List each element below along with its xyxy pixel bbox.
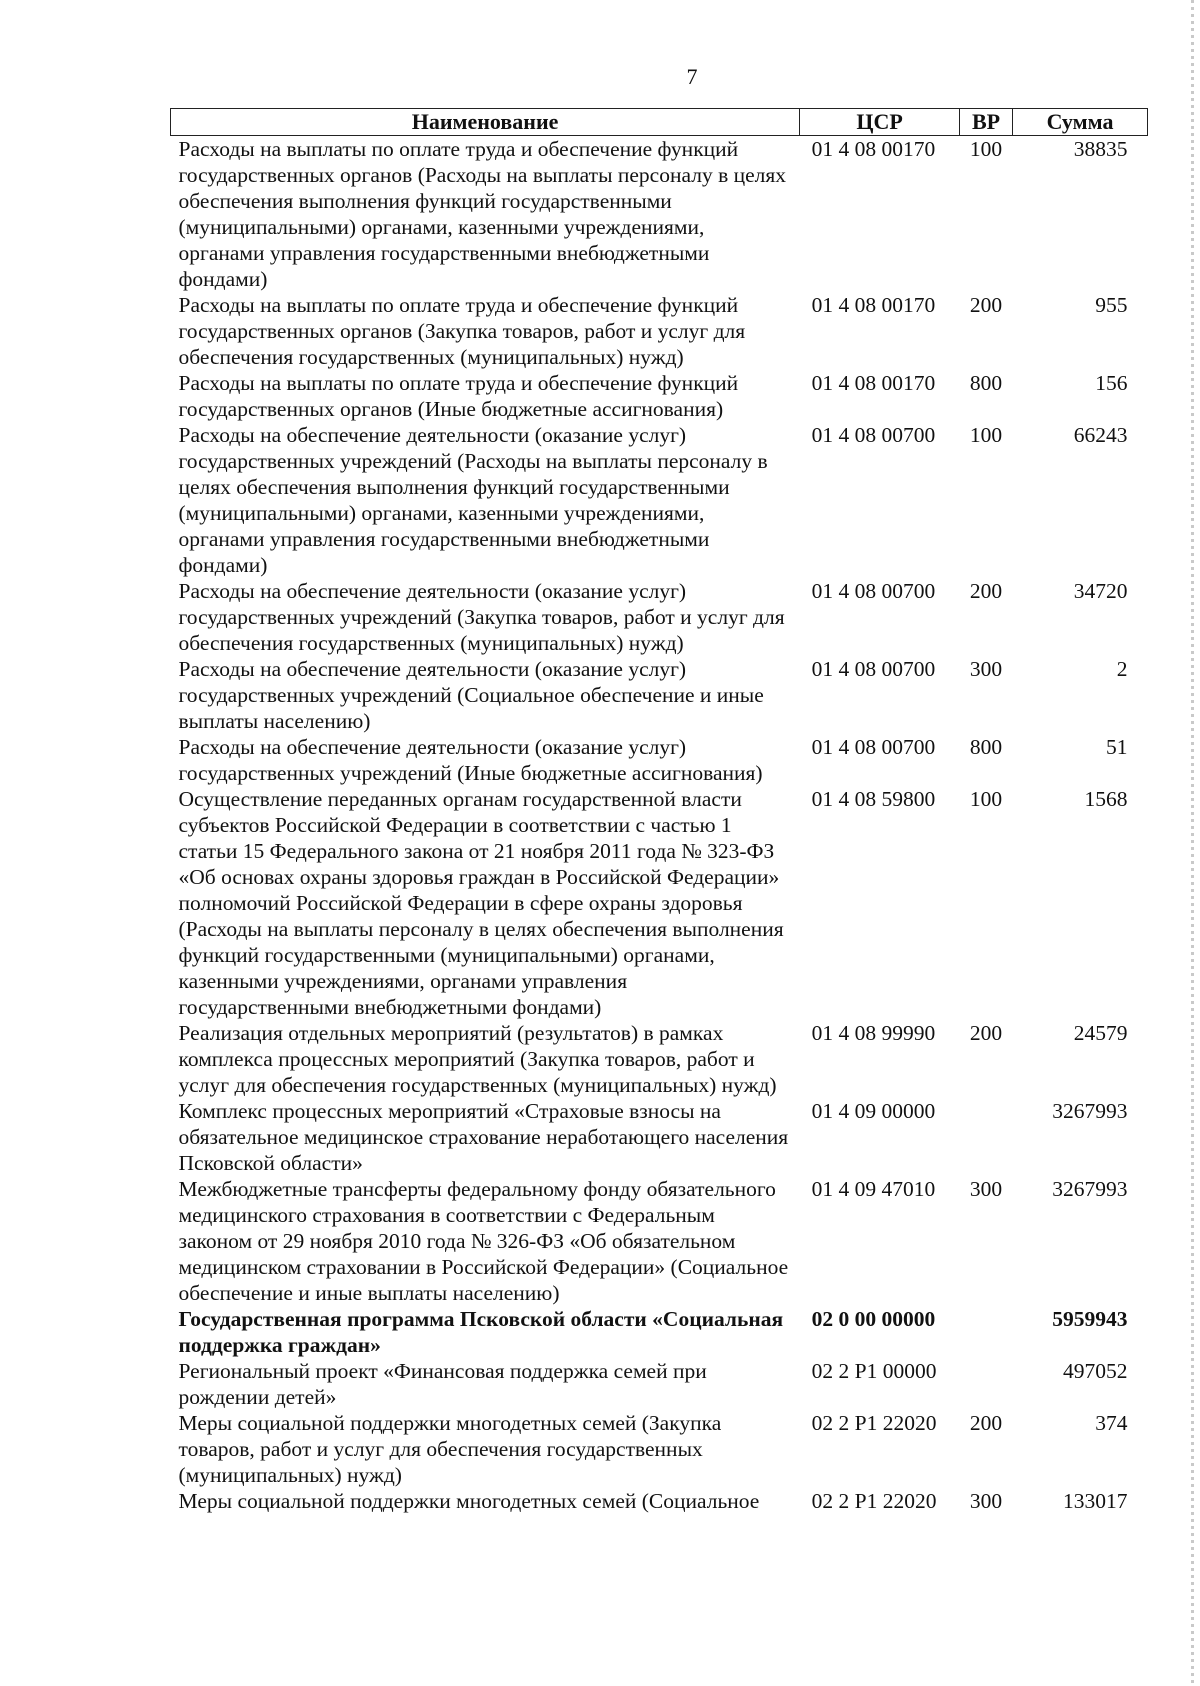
row-csr: 01 4 09 47010	[811, 1177, 936, 1201]
row-vr: 200	[969, 293, 1003, 317]
scan-edge-stripe	[1191, 0, 1194, 1686]
table-row	[171, 1358, 1148, 1410]
row-name: Осуществление переданных органам государственной власти субъектов Российской Федерации в соответствии с частью 1 статьи 15 Федерального закона от 21 ноября 2011 года № 323-ФЗ «Об основах охраны здоровья граждан в Российской Федерации» полномочий Российской Федерации в сфере охраны здоровья (Расходы на выплаты персоналу в целях обеспечения выполнения функций государственными (муниципальными) органами, казенными учреждениями, органами управления государственными внебюджетными фондами)	[178, 787, 784, 1019]
row-name: Региональный проект «Финансовая поддержка семей при рождении детей»	[178, 1359, 707, 1409]
row-sum: 1568	[1084, 787, 1128, 811]
header-csr: ЦСР	[800, 109, 960, 136]
row-name: Расходы на обеспечение деятельности (оказание услуг) государственных учреждений (Закупка товаров, работ и услуг для обеспечения государственных (муниципальных) нужд)	[178, 579, 785, 655]
row-vr: 300	[969, 1489, 1003, 1513]
row-vr: 300	[969, 657, 1003, 681]
page-number: 7	[686, 64, 698, 89]
table-row	[171, 578, 1148, 656]
row-vr: 800	[969, 735, 1003, 759]
row-sum: 2	[1116, 657, 1128, 681]
row-sum: 34720	[1073, 579, 1128, 603]
table-row	[171, 370, 1148, 422]
row-sum: 497052	[1063, 1359, 1128, 1383]
header-name: Наименование	[171, 109, 800, 136]
row-sum: 133017	[1063, 1489, 1128, 1513]
row-sum: 66243	[1073, 423, 1128, 447]
row-sum: 955	[1095, 293, 1128, 317]
table-header-row	[171, 109, 1148, 136]
row-vr: 200	[969, 579, 1003, 603]
table-row	[171, 1488, 1148, 1514]
table-row	[171, 1020, 1148, 1098]
table-row	[171, 292, 1148, 370]
row-sum: 5959943	[1052, 1307, 1128, 1331]
row-name: Расходы на выплаты по оплате труда и обеспечение функций государственных органов (Закупка товаров, работ и услуг для обеспечения государственных (муниципальных) нужд)	[178, 293, 746, 369]
row-name: Расходы на обеспечение деятельности (оказание услуг) государственных учреждений (Расходы на выплаты персоналу в целях обеспечения выполнения функций государственными (муниципальными) органами, казенными учреждениями, органами управления государственными внебюджетными фондами)	[178, 423, 768, 577]
table-row	[171, 786, 1148, 1020]
row-sum: 374	[1095, 1411, 1128, 1435]
row-vr: 300	[969, 1177, 1003, 1201]
table-row	[171, 1176, 1148, 1306]
row-csr: 01 4 09 00000	[811, 1099, 936, 1123]
row-csr: 01 4 08 00170	[811, 293, 936, 317]
row-vr: 200	[969, 1411, 1003, 1435]
row-name: Расходы на обеспечение деятельности (оказание услуг) государственных учреждений (Иные бюджетные ассигнования)	[178, 735, 763, 785]
row-csr: 01 4 08 59800	[811, 787, 936, 811]
header-sum: Сумма	[1013, 109, 1148, 136]
table-row	[171, 1306, 1148, 1358]
row-csr: 02 2 P1 22020	[811, 1489, 937, 1513]
row-vr	[960, 1098, 1013, 1176]
row-name: Государственная программа Псковской области «Социальная поддержка граждан»	[178, 1307, 784, 1357]
table-row	[171, 422, 1148, 578]
budget-table	[170, 108, 1148, 1514]
header-vr: ВР	[960, 109, 1013, 136]
table-row	[171, 136, 1148, 293]
table-row	[171, 656, 1148, 734]
row-sum: 38835	[1073, 137, 1128, 161]
row-sum: 156	[1095, 371, 1128, 395]
row-sum: 24579	[1073, 1021, 1128, 1045]
row-vr	[960, 1306, 1013, 1358]
row-csr: 01 4 08 00700	[811, 735, 936, 759]
row-csr: 01 4 08 00170	[811, 137, 936, 161]
row-csr: 01 4 08 00170	[811, 371, 936, 395]
table-body	[171, 136, 1148, 1515]
row-vr: 100	[969, 787, 1003, 811]
table-row	[171, 734, 1148, 786]
row-name: Меры социальной поддержки многодетных семей (Закупка товаров, работ и услуг для обеспечения государственных (муниципальных) нужд)	[178, 1411, 722, 1487]
row-csr: 01 4 08 00700	[811, 579, 936, 603]
row-name: Расходы на обеспечение деятельности (оказание услуг) государственных учреждений (Социальное обеспечение и иные выплаты населению)	[178, 657, 764, 733]
table-header	[171, 109, 1148, 136]
row-csr: 01 4 08 00700	[811, 423, 936, 447]
row-name: Меры социальной поддержки многодетных семей (Социальное	[178, 1489, 760, 1513]
row-name: Реализация отдельных мероприятий (результатов) в рамках комплекса процессных мероприятий (Закупка товаров, работ и услуг для обеспечения государственных (муниципальных) нужд)	[178, 1021, 777, 1097]
row-sum: 51	[1106, 735, 1128, 759]
row-vr: 100	[969, 423, 1003, 447]
row-vr	[960, 1358, 1013, 1410]
row-name: Расходы на выплаты по оплате труда и обеспечение функций государственных органов (Иные бюджетные ассигнования)	[178, 371, 739, 421]
row-csr: 02 2 P1 22020	[811, 1411, 937, 1435]
row-sum: 3267993	[1052, 1177, 1128, 1201]
row-csr: 02 2 P1 00000	[811, 1359, 937, 1383]
row-sum: 3267993	[1052, 1099, 1128, 1123]
row-vr: 800	[969, 371, 1003, 395]
row-csr: 02 0 00 00000	[811, 1307, 936, 1331]
row-csr: 01 4 08 00700	[811, 657, 936, 681]
row-vr: 200	[969, 1021, 1003, 1045]
row-name: Межбюджетные трансферты федеральному фонду обязательного медицинского страхования в соответствии с Федеральным законом от 29 ноября 2010 года № 326-ФЗ «Об обязательном медицинском страховании в Российской Федерации» (Социальное обеспечение и иные выплаты населению)	[178, 1177, 789, 1305]
table-row	[171, 1098, 1148, 1176]
row-name: Комплекс процессных мероприятий «Страховые взносы на обязательное медицинское страхование неработающего населения Псковской области»	[178, 1099, 789, 1175]
row-vr: 100	[969, 137, 1003, 161]
table-row	[171, 1410, 1148, 1488]
row-name: Расходы на выплаты по оплате труда и обеспечение функций государственных органов (Расходы на выплаты персоналу в целях обеспечения выполнения функций государственными (муниципальными) органами, казенными учреждениями, органами управления государственными внебюджетными фондами)	[178, 137, 787, 291]
row-csr: 01 4 08 99990	[811, 1021, 936, 1045]
